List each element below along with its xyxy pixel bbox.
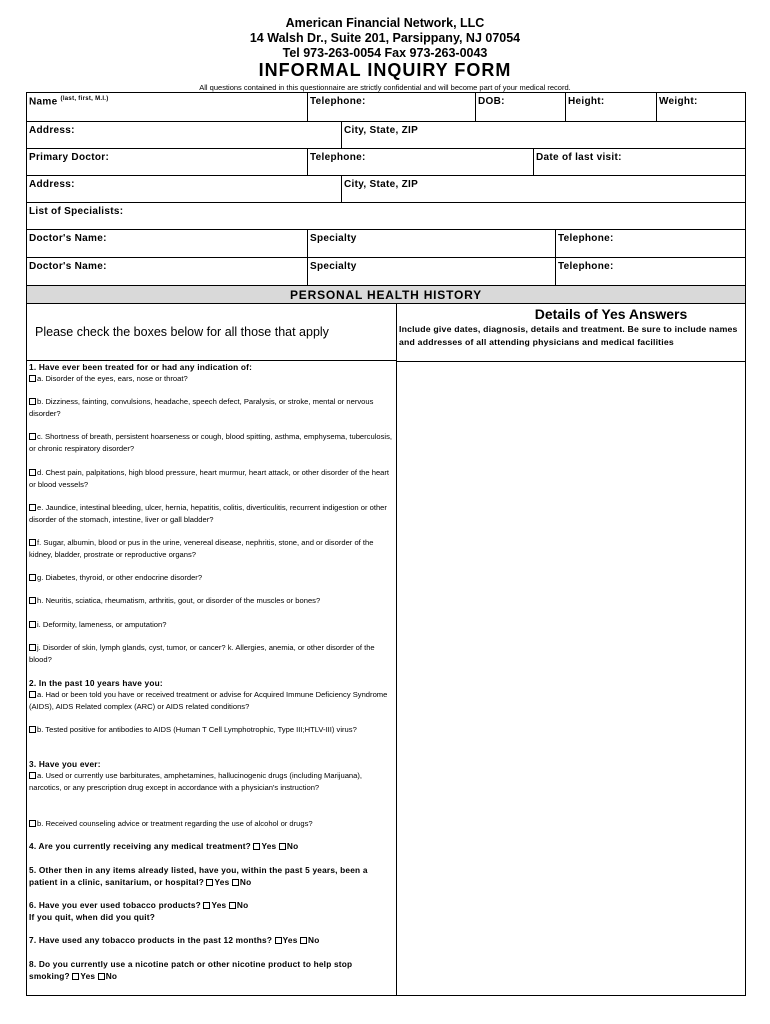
doctor-address-field[interactable] (27, 176, 341, 202)
telephone-2-field[interactable] (555, 258, 745, 285)
checkbox-3a[interactable] (29, 772, 36, 779)
question-4-text: 4. Are you currently receiving any medical treatment? (29, 841, 251, 851)
q6-no-label: No (236, 900, 249, 910)
name-label: Name (29, 96, 58, 108)
telephone-2-label: Telephone: (558, 261, 614, 272)
row-specialist-1 (27, 230, 745, 258)
details-instructions: Include give dates, diagnosis, details and treatment. Be sure to include names and addresses of all attending physicians and medical facilities (399, 324, 738, 347)
telephone-field[interactable] (307, 93, 475, 121)
question-5 (29, 865, 395, 888)
row-address (27, 122, 745, 149)
weight-label: Weight: (659, 96, 698, 107)
primary-telephone-label: Telephone: (310, 152, 366, 163)
q7-no-checkbox[interactable] (300, 937, 307, 944)
question-1f-text: f. Sugar, albumin, blood or pus in the urine, venereal disease, nephritis, stone, and or disorder of the kidney, bladder, prostrate or reproductive organs? (29, 538, 374, 559)
q4-yes-checkbox[interactable] (253, 843, 260, 850)
question-2a-text: a. Had or been told you have or received treatment or advise for Acquired Immune Deficiency Syndrome (AIDS), AIDS Related complex (ARC) or AIDS related conditions? (29, 690, 388, 711)
question-1j-text: j. Disorder of skin, lymph glands, cyst, tumor, or cancer? k. Allergies, anemia, or other disorder of the blood? (29, 643, 375, 664)
doctor-city-state-zip-label: City, State, ZIP (344, 179, 419, 190)
question-3a-text: a. Used or currently use barbiturates, amphetamines, hallucinogenic drugs (including Marijuana), narcotics, or any prescription drug except in accordance with a physician's instruction? (29, 771, 363, 792)
specialty-2-field[interactable] (307, 258, 555, 285)
confidentiality-notice: All questions contained in this questionnaire are strictly confidential and will become part of your medical record. (199, 83, 571, 92)
question-1j (29, 642, 395, 665)
row-doctor-address (27, 176, 745, 203)
question-6-text: 6. Have you ever used tobacco products? (29, 900, 201, 910)
question-8-text: 8. Do you currently use a nicotine patch or other nicotine product to help stop smoking? (29, 959, 353, 981)
checkbox-1g[interactable] (29, 574, 36, 581)
details-title: Details of Yes Answers (534, 306, 688, 322)
question-2a (29, 689, 395, 712)
q8-yes-label: Yes (80, 970, 96, 981)
row-specialists (27, 203, 745, 230)
doctor-name-1-field[interactable] (27, 230, 307, 257)
company-phones: Tel 973-263-0054 Fax 973-263-0043 (282, 46, 488, 60)
specialists-field[interactable] (27, 203, 745, 229)
dob-label: DOB: (478, 96, 505, 107)
specialty-1-field[interactable] (307, 230, 555, 257)
q5-yes-checkbox[interactable] (206, 879, 213, 886)
question-2: 2. In the past 10 years have you: (29, 678, 163, 688)
questions-column (27, 304, 397, 995)
question-3a (29, 770, 395, 793)
primary-telephone-field[interactable] (307, 149, 533, 175)
question-1g-text: g. Diabetes, thyroid, or other endocrine disorder? (37, 573, 203, 582)
q7-no-label: No (308, 935, 320, 945)
checkbox-1b[interactable] (29, 398, 36, 405)
question-1e-text: e. Jaundice, intestinal bleeding, ulcer, hernia, hepatitis, colitis, diverticulitis, recurrent indigestion or other disorder of the stomach, intestine, liver or gall bladder? (29, 503, 387, 524)
question-1b (29, 396, 395, 419)
checkbox-1f[interactable] (29, 539, 36, 546)
question-1c-text: c. Shortness of breath, persistent hoarseness or cough, blood spitting, asthma, emphysema, tuberculosis, or chronic respiratory disorder? (29, 432, 392, 453)
question-6b-text: If you quit, when did you quit? (29, 911, 156, 922)
company-address: 14 Walsh Dr., Suite 201, Parsippany, NJ 07054 (249, 31, 521, 45)
q5-no-checkbox[interactable] (232, 879, 239, 886)
doctor-city-state-zip-field[interactable] (341, 176, 745, 202)
question-3b (29, 818, 395, 830)
form-title: INFORMAL INQUIRY FORM (258, 60, 512, 80)
details-divider (397, 361, 745, 362)
telephone-label: Telephone: (310, 96, 366, 107)
primary-doctor-label: Primary Doctor: (29, 152, 110, 163)
question-1c (29, 431, 395, 454)
city-state-zip-field[interactable] (341, 122, 745, 148)
q7-yes-label: Yes (282, 935, 298, 945)
q5-no-label: No (239, 876, 252, 887)
checkbox-1j[interactable] (29, 644, 36, 651)
checkbox-2b[interactable] (29, 726, 36, 733)
question-1d-text: d. Chest pain, palpitations, high blood pressure, heart murmur, heart attack, or other disorder of the heart or blood vessels? (29, 468, 390, 489)
q6-yes-label: Yes (211, 900, 227, 910)
checkbox-1d[interactable] (29, 469, 36, 476)
details-column[interactable] (397, 304, 745, 995)
company-name: American Financial Network, LLC (285, 16, 485, 30)
doctor-name-2-field[interactable] (27, 258, 307, 285)
height-field[interactable] (565, 93, 656, 121)
question-2b-text: b. Tested positive for antibodies to AIDS (Human T Cell Lymphotrophic, Type III;HTLV-III) virus? (37, 725, 357, 734)
checkbox-1h[interactable] (29, 597, 36, 604)
q6-yes-checkbox[interactable] (203, 902, 210, 909)
city-state-zip-label: City, State, ZIP (344, 125, 419, 136)
address-field[interactable] (27, 122, 341, 148)
row-specialist-2 (27, 258, 745, 286)
telephone-1-field[interactable] (555, 230, 745, 257)
checkbox-3b[interactable] (29, 820, 36, 827)
question-4 (29, 841, 395, 853)
question-1: 1. Have ever been treated for or had any indication of: (29, 362, 253, 372)
checkbox-1a[interactable] (29, 375, 36, 382)
q7-yes-checkbox[interactable] (275, 937, 282, 944)
question-6 (29, 900, 395, 923)
question-1a (29, 373, 395, 385)
specialists-label: List of Specialists: (29, 206, 124, 217)
question-3: 3. Have you ever: (29, 759, 101, 769)
row-primary-doctor (27, 149, 745, 176)
question-7-text: 7. Have used any tobacco products in the past 12 months? (29, 935, 273, 945)
question-2b (29, 724, 395, 736)
question-1h-text: h. Neuritis, sciatica, rheumatism, arthritis, gout, or disorder of the muscles or bones? (37, 596, 321, 605)
doctor-name-2-label: Doctor's Name: (29, 261, 107, 272)
telephone-1-label: Telephone: (558, 233, 614, 244)
question-1h (29, 595, 395, 607)
question-7 (29, 935, 395, 947)
q8-no-label: No (105, 970, 118, 981)
q4-no-label: No (286, 841, 299, 851)
q4-no-checkbox[interactable] (279, 843, 286, 850)
specialty-1-label: Specialty (310, 233, 357, 244)
checkbox-1c[interactable] (29, 433, 36, 440)
last-visit-label: Date of last visit: (536, 152, 622, 163)
q4-yes-label: Yes (261, 841, 277, 851)
doctor-address-label: Address: (29, 179, 75, 190)
question-1f (29, 537, 395, 560)
question-1i-text: i. Deformity, lameness, or amputation? (37, 620, 167, 629)
name-field[interactable] (27, 93, 307, 121)
question-1b-text: b. Dizziness, fainting, convulsions, headache, speech defect, Paralysis, or stroke, mental or nervous disorder? (29, 397, 374, 418)
height-label: Height: (568, 96, 605, 107)
question-1a-text: a. Disorder of the eyes, ears, nose or throat? (37, 374, 188, 383)
checkbox-2a[interactable] (29, 691, 36, 698)
instruction-text: Please check the boxes below for all those that apply (27, 304, 396, 361)
question-3b-text: b. Received counseling advice or treatment regarding the use of alcohol or drugs? (37, 819, 313, 828)
question-1g (29, 572, 395, 584)
address-label: Address: (29, 125, 75, 136)
checkbox-1e[interactable] (29, 504, 36, 511)
question-8 (29, 959, 395, 982)
inquiry-form (26, 92, 746, 996)
question-1d (29, 467, 395, 490)
row-name (27, 93, 745, 122)
question-1i (29, 619, 395, 631)
q8-no-checkbox[interactable] (98, 973, 105, 980)
checkbox-1i[interactable] (29, 621, 36, 628)
section-heading: PERSONAL HEALTH HISTORY (27, 286, 745, 304)
primary-doctor-field[interactable] (27, 149, 307, 175)
question-5-text: 5. Other then in any items already listed, have you, within the past 5 years, been a patient in a clinic, sanitarium, or hospital? (29, 865, 368, 887)
name-hint: (last, first, M.I.) (60, 96, 109, 102)
last-visit-field[interactable] (533, 149, 745, 175)
question-1e (29, 502, 395, 525)
q6-no-checkbox[interactable] (229, 902, 236, 909)
q8-yes-checkbox[interactable] (72, 973, 79, 980)
doctor-name-1-label: Doctor's Name: (29, 233, 107, 244)
weight-field[interactable] (656, 93, 745, 121)
dob-field[interactable] (475, 93, 565, 121)
specialty-2-label: Specialty (310, 261, 357, 272)
q5-yes-label: Yes (214, 876, 230, 887)
